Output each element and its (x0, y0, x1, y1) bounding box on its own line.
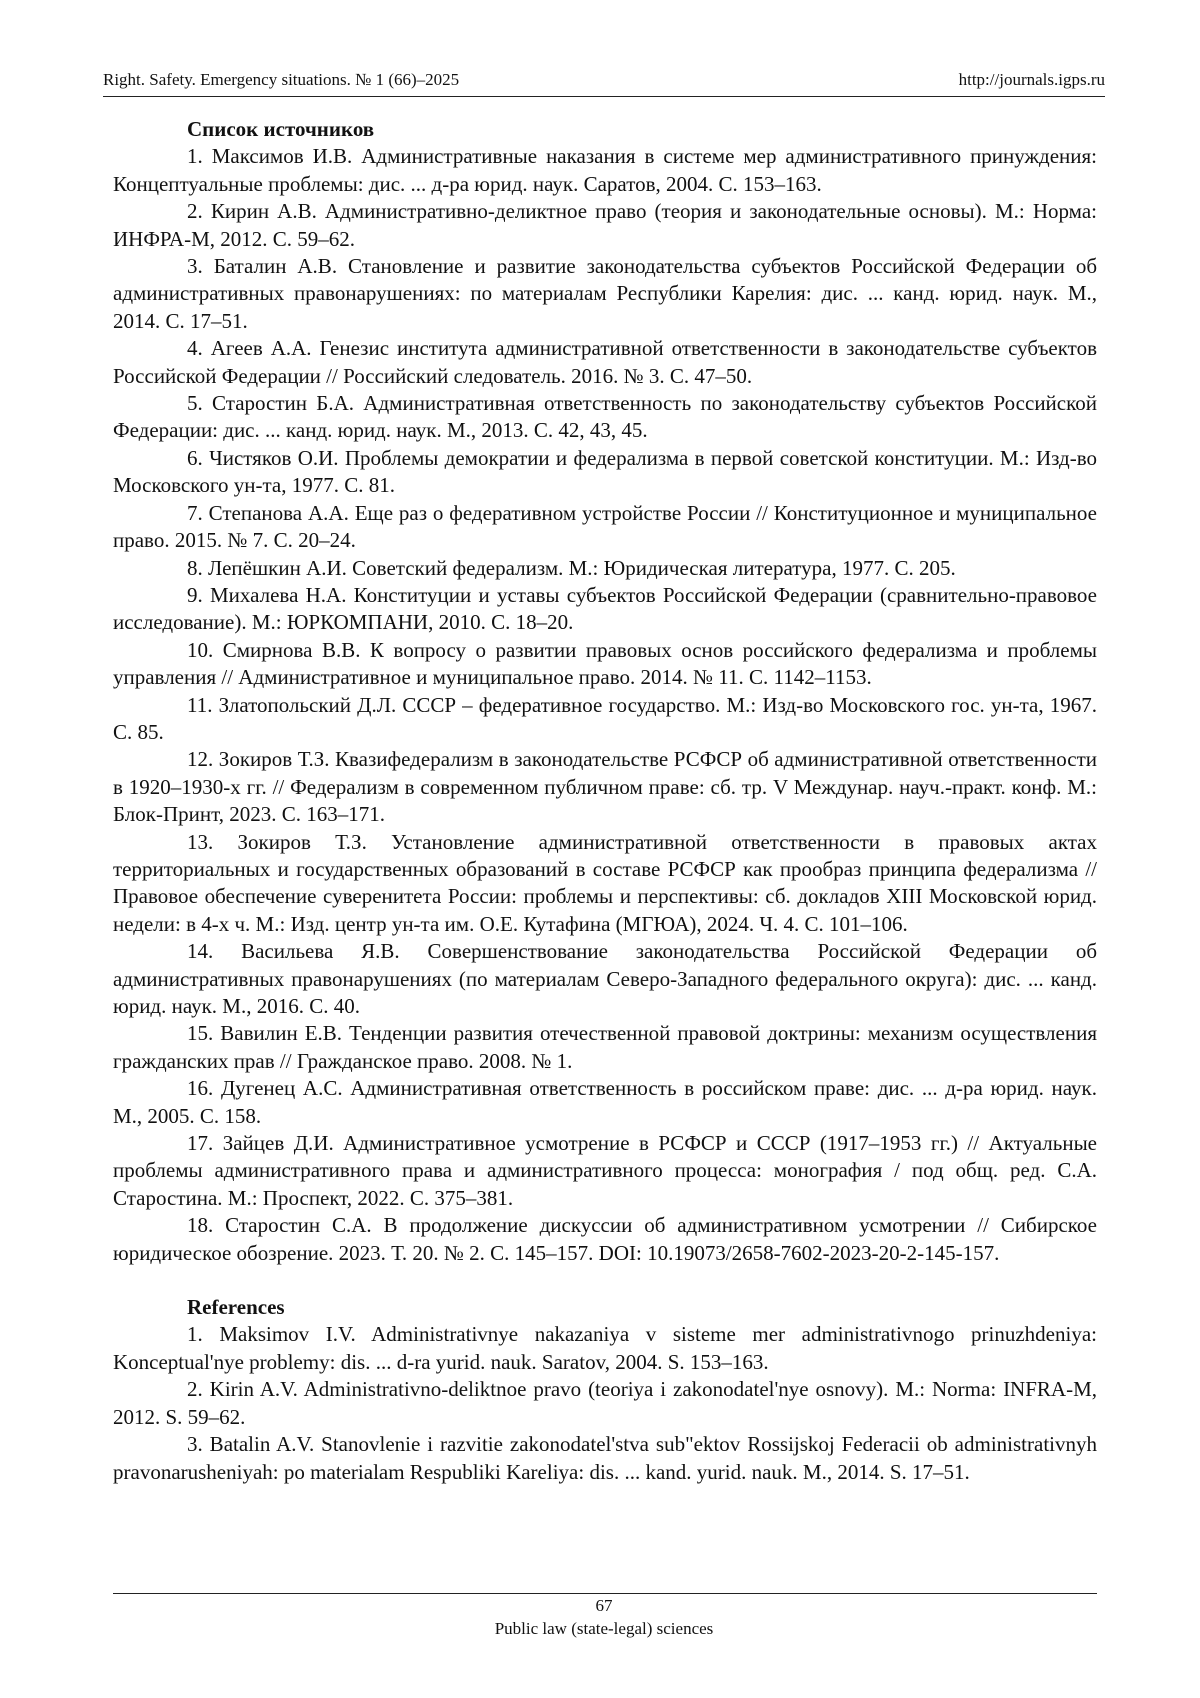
sources-list (113, 143, 1097, 1267)
reference-entry: 3. Batalin A.V. Stanovlenie i razvitie zakonodatel'stva sub"ektov Rossijskoj Federacii ob administrativnyh pravonarusheniyah: po materialam Respubliki Kareliya: dis. ... kand. yurid. nauk. M., 2014. S. 17–51. (113, 1432, 1097, 1484)
source-entry: 4. Агеев А.А. Генезис института административной ответственности в законодательстве субъектов Российской Федерации // Российский следователь. 2016. № 3. С. 47–50. (113, 336, 1097, 388)
footer-section-title: Public law (state-legal) sciences (494, 1619, 714, 1638)
source-entry: 13. Зокиров Т.З. Установление административной ответственности в правовых актах территориальных и государственных образований в составе РСФСР как прообраз принципа федерализма // Правовое обеспечение суверенитета России: проблемы и перспективы: сб. докладов XIII Московской юрид. недели: в 4-х ч. М.: Изд. центр ун-та им. О.Е. Кутафина (МГЮА), 2024. Ч. 4. С. 101–106. (113, 829, 1097, 936)
source-entry: 16. Дугенец А.С. Административная ответственность в российском праве: дис. ... д-ра юрид. наук. М., 2005. С. 158. (113, 1076, 1097, 1128)
source-entry: 3. Баталин А.В. Становление и развитие законодательства субъектов Российской Федерации об административных правонарушениях: по материалам Республики Карелия: дис. ... канд. юрид. наук. М., 2014. С. 17–51. (113, 254, 1097, 333)
footer-divider (113, 1593, 1097, 1594)
source-entry: 18. Старостин С.А. В продолжение дискуссии об административном усмотрении // Сибирское юридическое обозрение. 2023. Т. 20. № 2. С. 145–157. DOI: 10.19073/2658-7602-2023-20-2-145-157. (113, 1213, 1097, 1265)
source-entry: 11. Златопольский Д.Л. СССР – федеративное государство. М.: Изд-во Московского гос. ун-та, 1967. С. 85. (113, 692, 1097, 744)
source-entry: 10. Смирнова В.В. К вопросу о развитии правовых основ российского федерализма и проблемы управления // Административное и муниципальное право. 2014. № 11. С. 1142–1153. (113, 637, 1097, 690)
source-entry: 7. Степанова А.А. Еще раз о федеративном устройстве России // Конституционное и муниципальное право. 2015. № 7. С. 20–24. (113, 500, 1097, 553)
source-entry: 2. Кирин А.В. Административно-деликтное право (теория и законодательные основы). М.: Норма: ИНФРА-М, 2012. С. 59–62. (113, 199, 1097, 251)
page-number: 67 (595, 1596, 613, 1615)
journal-title: Right. Safety. Emergency situations. № 1 (66)–2025 (103, 70, 460, 89)
references-list (113, 1321, 1097, 1485)
source-entry: 14. Васильева Я.В. Совершенствование законодательства Российской Федерации об административных правонарушениях (по материалам Северо-Западного федерального округа): дис. ... канд. юрид. наук. М., 2016. С. 40. (113, 939, 1097, 1018)
source-entry: 12. Зокиров Т.З. Квазифедерализм в законодательстве РСФСР об административной ответственности в 1920–1930-х гг. // Федерализм в современном публичном праве: сб. тр. V Междунар. науч.-практ. конф. М.: Блок-Принт, 2023. С. 163–171. (113, 747, 1097, 827)
source-entry: 15. Вавилин Е.В. Тенденции развития отечественной правовой доктрины: механизм осуществления гражданских прав // Гражданское право. 2008. № 1. (113, 1021, 1097, 1073)
source-entry: 6. Чистяков О.И. Проблемы демократии и федерализма в первой советской конституции. М.: Изд-во Московского ун-та, 1977. С. 81. (113, 445, 1097, 498)
source-entry: 9. Михалева Н.А. Конституции и уставы субъектов Российской Федерации (сравнительно-правовое исследование). М.: ЮРКОМПАНИ, 2010. С. 18–20. (113, 582, 1097, 635)
page-content (113, 116, 1097, 1486)
source-entry: 5. Старостин Б.А. Административная ответственность по законодательству субъектов Российской Федерации: дис. ... канд. юрид. наук. М., 2013. С. 42, 43, 45. (113, 391, 1097, 443)
source-entry: 1. Максимов И.В. Административные наказания в системе мер административного принуждения: Концептуальные проблемы: дис. ... д-ра юрид. наук. Саратов, 2004. С. 153–163. (113, 144, 1097, 196)
reference-entry: 2. Kirin A.V. Administrativno-deliktnoe pravo (teoriya i zakonodatel'nye osnovy). M.: Norma: INFRA-M, 2012. S. 59–62. (113, 1377, 1097, 1429)
references-heading: References (187, 1295, 285, 1320)
sources-heading: Список источников (187, 117, 375, 141)
reference-entry: 1. Maksimov I.V. Administrativnye nakazaniya v sisteme mer administrativnogo prinuzhdeniya: Konceptual'nye problemy: dis. ... d-ra yurid. nauk. Saratov, 2004. S. 153–163. (113, 1322, 1097, 1374)
running-header (103, 70, 1105, 97)
source-entry: 17. Зайцев Д.И. Административное усмотрение в РСФСР и СССР (1917–1953 гг.) // Актуальные проблемы административного права и административного процесса: монография / под общ. ред. С.А. Старостина. М.: Проспект, 2022. С. 375–381. (113, 1131, 1097, 1210)
journal-url-link[interactable]: http://journals.igps.ru (958, 70, 1105, 89)
source-entry: 8. Лепёшкин А.И. Советский федерализм. М.: Юридическая литература, 1977. С. 205. (187, 555, 956, 580)
